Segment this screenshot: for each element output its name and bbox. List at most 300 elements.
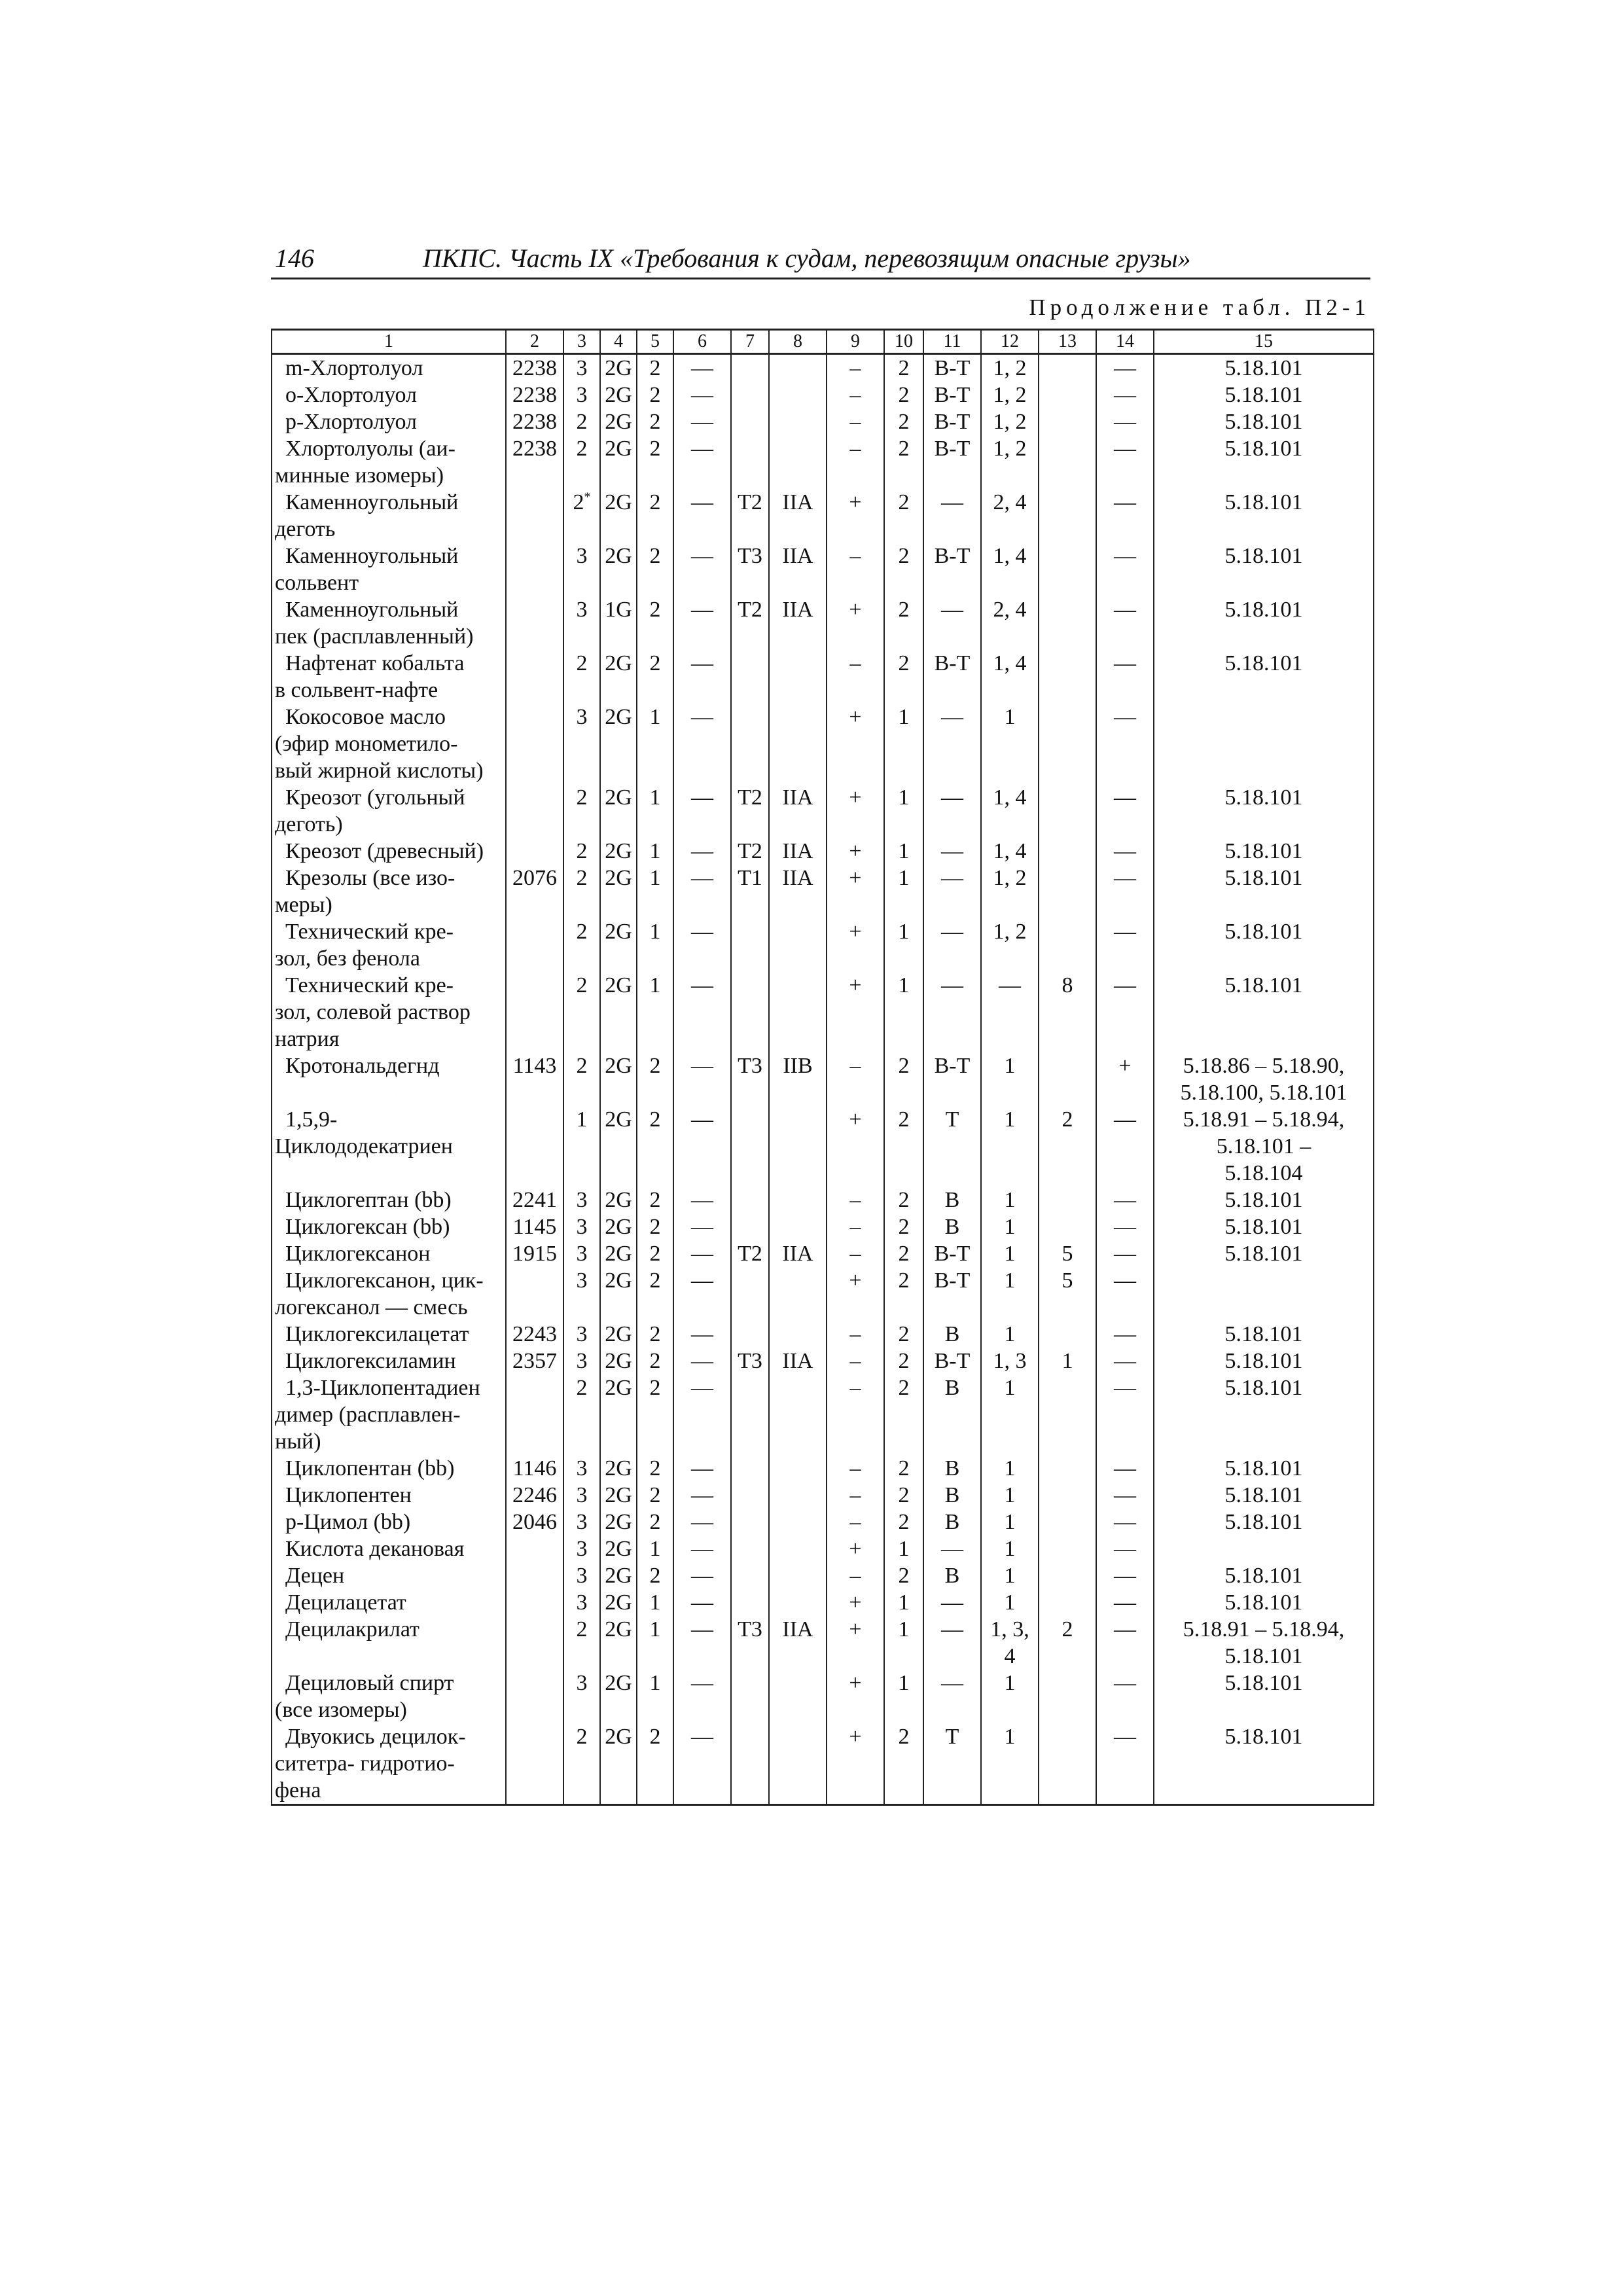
table-cell-col-6: — (673, 1052, 731, 1106)
table-cell-col-11: В-Т (923, 435, 981, 489)
table-cell-col-15: 5.18.101 (1154, 1187, 1374, 1213)
table-cell-col-14: — (1096, 596, 1154, 650)
table-cell-col-5: 2 (637, 382, 673, 408)
table-cell-col-2: 2076 (506, 865, 563, 918)
table-cell-col-12: 1 (981, 1589, 1039, 1616)
table-cell-col-4: 2G (600, 1670, 637, 1723)
table-cell-col-4: 2G (600, 1052, 637, 1106)
table-cell-col-14: — (1096, 918, 1154, 972)
table-cell-col-5: 2 (637, 1482, 673, 1509)
table-cell-col-4: 2G (600, 1213, 637, 1240)
table-cell-col-4: 2G (600, 1535, 637, 1562)
table-cell-col-6: — (673, 1106, 731, 1187)
table-cell-col-15: 5.18.101 (1154, 543, 1374, 596)
table-row (272, 1670, 1374, 1723)
table-cell-col-11: В-Т (923, 382, 981, 408)
table-cell-col-4: 2G (600, 865, 637, 918)
table-cell-col-15 (1154, 704, 1374, 784)
column-header-10: 10 (884, 330, 923, 354)
column-header-2: 2 (506, 330, 563, 354)
table-cell-col-11: — (923, 596, 981, 650)
table-cell-col-14: — (1096, 1482, 1154, 1509)
table-cell-col-9: – (827, 1348, 884, 1374)
table-cell-col-11: В-Т (923, 1348, 981, 1374)
table-row (272, 972, 1374, 1052)
substance-name-cell: 1,5,9- Циклододекатриен (272, 1106, 506, 1187)
table-cell-col-8: IIA (769, 1616, 827, 1670)
table-cell-col-3: 2 (563, 1052, 600, 1106)
table-cell-col-15 (1154, 1535, 1374, 1562)
table-cell-col-10: 2 (884, 382, 923, 408)
table-cell-col-6: — (673, 918, 731, 972)
table-cell-col-10: 2 (884, 1509, 923, 1535)
table-cell-col-7 (731, 1106, 769, 1187)
table-cell-col-13 (1039, 543, 1096, 596)
table-cell-col-6: — (673, 650, 731, 704)
substance-name-cell: Децен (272, 1562, 506, 1589)
substance-name-cell: Циклогексанон (272, 1240, 506, 1267)
table-cell-col-13 (1039, 435, 1096, 489)
table-row (272, 1052, 1374, 1106)
column-header-4: 4 (600, 330, 637, 354)
table-cell-col-11: — (923, 1589, 981, 1616)
table-cell-col-3: 3 (563, 1670, 600, 1723)
table-cell-col-12: 1 (981, 1052, 1039, 1106)
table-cell-col-15: 5.18.101 (1154, 489, 1374, 543)
table-cell-col-15: 5.18.101 (1154, 1374, 1374, 1455)
table-cell-col-10: 2 (884, 1240, 923, 1267)
table-cell-col-3: 2 (563, 1723, 600, 1805)
table-cell-col-2 (506, 489, 563, 543)
footnote-mark: * (584, 490, 591, 505)
table-row (272, 1723, 1374, 1805)
table-cell-col-2 (506, 1374, 563, 1455)
table-cell-col-15: 5.18.91 – 5.18.94, 5.18.101 (1154, 1616, 1374, 1670)
table-cell-col-4: 2G (600, 1321, 637, 1348)
table-cell-col-13: 5 (1039, 1240, 1096, 1267)
table-cell-col-12: 1, 3, 4 (981, 1616, 1039, 1670)
table-cell-col-3: 1 (563, 1106, 600, 1187)
table-cell-col-5: 2 (637, 1240, 673, 1267)
table-cell-col-15: 5.18.101 (1154, 1670, 1374, 1723)
column-header-8: 8 (769, 330, 827, 354)
substance-name-cell: Крезолы (все изо- меры) (272, 865, 506, 918)
table-cell-col-9: – (827, 408, 884, 435)
table-cell-col-7 (731, 1267, 769, 1321)
table-cell-col-3: 2 (563, 865, 600, 918)
table-cell-col-6: — (673, 784, 731, 838)
table-cell-col-7 (731, 1482, 769, 1509)
table-cell-col-14: + (1096, 1052, 1154, 1106)
substance-name-cell: p-Цимол (bb) (272, 1509, 506, 1535)
column-header-14: 14 (1096, 330, 1154, 354)
table-cell-col-9: – (827, 1052, 884, 1106)
table-cell-col-7 (731, 1723, 769, 1805)
table-cell-col-14: — (1096, 972, 1154, 1052)
table-cell-col-7 (731, 918, 769, 972)
table-cell-col-2 (506, 1589, 563, 1616)
table-row (272, 1348, 1374, 1374)
table-cell-col-15: 5.18.101 (1154, 1348, 1374, 1374)
table-cell-col-10: 2 (884, 1723, 923, 1805)
table-cell-col-14: — (1096, 1616, 1154, 1670)
table-cell-col-11: — (923, 784, 981, 838)
table-cell-col-5: 1 (637, 918, 673, 972)
table-cell-col-11: В-Т (923, 408, 981, 435)
table-cell-col-13 (1039, 382, 1096, 408)
table-cell-col-4: 2G (600, 972, 637, 1052)
table-cell-col-8 (769, 1509, 827, 1535)
table-cell-col-2: 1145 (506, 1213, 563, 1240)
table-cell-col-8: IIA (769, 489, 827, 543)
table-cell-col-3: 3 (563, 1509, 600, 1535)
table-cell-col-15: 5.18.101 (1154, 435, 1374, 489)
table-cell-col-3: 3 (563, 1589, 600, 1616)
table-cell-col-8 (769, 1482, 827, 1509)
table-cell-col-10: 1 (884, 784, 923, 838)
table-cell-col-10: 1 (884, 704, 923, 784)
table-cell-col-14: — (1096, 1240, 1154, 1267)
table-cell-col-8 (769, 435, 827, 489)
table-cell-col-14: — (1096, 1589, 1154, 1616)
table-cell-col-2: 2238 (506, 435, 563, 489)
table-cell-col-6: — (673, 1240, 731, 1267)
table-cell-col-2: 1146 (506, 1455, 563, 1482)
table-cell-col-8 (769, 1455, 827, 1482)
table-cell-col-12: 1 (981, 1374, 1039, 1455)
table-cell-col-6: — (673, 865, 731, 918)
column-header-15: 15 (1154, 330, 1374, 354)
table-cell-col-8: IIB (769, 1052, 827, 1106)
table-cell-col-9: + (827, 972, 884, 1052)
table-cell-col-13 (1039, 1374, 1096, 1455)
table-cell-col-13: 8 (1039, 972, 1096, 1052)
table-row (272, 354, 1374, 382)
table-cell-col-9: – (827, 1187, 884, 1213)
table-cell-col-7: T2 (731, 838, 769, 865)
table-cell-col-2 (506, 1616, 563, 1670)
table-cell-col-13 (1039, 1187, 1096, 1213)
table-row (272, 1455, 1374, 1482)
table-cell-col-12: 1 (981, 1267, 1039, 1321)
table-row (272, 1213, 1374, 1240)
table-cell-col-10: 1 (884, 1535, 923, 1562)
table-cell-col-6: — (673, 1562, 731, 1589)
table-cell-col-14: — (1096, 1187, 1154, 1213)
table-cell-col-7: T2 (731, 1240, 769, 1267)
table-cell-col-3: 2 (563, 408, 600, 435)
table-cell-col-5: 1 (637, 1535, 673, 1562)
substance-name-cell: Циклопентен (272, 1482, 506, 1509)
substances-table (271, 329, 1374, 1806)
substance-name-cell: p-Хлортолуол (272, 408, 506, 435)
table-cell-col-8 (769, 1670, 827, 1723)
table-cell-col-14: — (1096, 408, 1154, 435)
table-cell-col-6: — (673, 1723, 731, 1805)
table-cell-col-11: В (923, 1455, 981, 1482)
table-cell-col-9: + (827, 1267, 884, 1321)
table-cell-col-12: 2, 4 (981, 489, 1039, 543)
table-cell-col-12: 1 (981, 1482, 1039, 1509)
table-cell-col-10: 2 (884, 354, 923, 382)
table-cell-col-15: 5.18.101 (1154, 784, 1374, 838)
table-cell-col-9: + (827, 1589, 884, 1616)
column-header-6: 6 (673, 330, 731, 354)
table-cell-col-6: — (673, 543, 731, 596)
table-cell-col-2 (506, 543, 563, 596)
table-row (272, 1187, 1374, 1213)
table-cell-col-13 (1039, 596, 1096, 650)
table-cell-col-11: В (923, 1482, 981, 1509)
table-row (272, 489, 1374, 543)
table-cell-col-9: + (827, 1616, 884, 1670)
table-cell-col-14: — (1096, 489, 1154, 543)
column-header-11: 11 (923, 330, 981, 354)
table-cell-col-15: 5.18.101 (1154, 382, 1374, 408)
table-row (272, 1106, 1374, 1187)
table-row (272, 543, 1374, 596)
table-cell-col-5: 1 (637, 1670, 673, 1723)
table-cell-col-13 (1039, 1723, 1096, 1805)
table-cell-col-12: 1, 4 (981, 784, 1039, 838)
table-cell-col-14: — (1096, 784, 1154, 838)
table-cell-col-14: — (1096, 1374, 1154, 1455)
table-cell-col-9: + (827, 918, 884, 972)
table-cell-col-9: + (827, 489, 884, 543)
table-row (272, 1509, 1374, 1535)
table-cell-col-7: T3 (731, 1616, 769, 1670)
table-cell-col-9: + (827, 1106, 884, 1187)
substance-name-cell: Нафтенат кобальта в сольвент-нафте (272, 650, 506, 704)
table-cell-col-4: 2G (600, 1482, 637, 1509)
table-cell-col-15: 5.18.101 (1154, 650, 1374, 704)
table-cell-col-10: 2 (884, 1374, 923, 1455)
table-cell-col-7 (731, 408, 769, 435)
table-cell-col-2 (506, 650, 563, 704)
substance-name-cell: Циклогептан (bb) (272, 1187, 506, 1213)
table-cell-col-5: 1 (637, 972, 673, 1052)
substance-name-cell: Креозот (угольный деготь) (272, 784, 506, 838)
table-row (272, 1374, 1374, 1455)
table-cell-col-3: 3 (563, 1562, 600, 1589)
table-cell-col-14: — (1096, 1106, 1154, 1187)
table-cell-col-15: 5.18.101 (1154, 354, 1374, 382)
table-cell-col-2: 2246 (506, 1482, 563, 1509)
table-cell-col-10: 2 (884, 1106, 923, 1187)
table-cell-col-8 (769, 704, 827, 784)
table-cell-col-11: — (923, 1670, 981, 1723)
table-continuation-label: Продолжение табл. П2-1 (1029, 295, 1370, 320)
table-cell-col-5: 2 (637, 1455, 673, 1482)
table-cell-col-8 (769, 1321, 827, 1348)
table-cell-col-8 (769, 1106, 827, 1187)
table-cell-col-13 (1039, 1535, 1096, 1562)
table-cell-col-13 (1039, 1509, 1096, 1535)
table-cell-col-4: 2G (600, 1240, 637, 1267)
page-number: 146 (275, 243, 314, 273)
table-cell-col-3: 3 (563, 704, 600, 784)
table-cell-col-6: — (673, 1589, 731, 1616)
table-cell-col-14: — (1096, 1670, 1154, 1723)
table-cell-col-6: — (673, 1213, 731, 1240)
table-cell-col-7 (731, 704, 769, 784)
table-cell-col-13 (1039, 704, 1096, 784)
table-cell-col-10: 2 (884, 435, 923, 489)
table-row (272, 1616, 1374, 1670)
table-cell-col-2: 2238 (506, 354, 563, 382)
table-cell-col-7 (731, 650, 769, 704)
table-cell-col-7: T3 (731, 543, 769, 596)
table-cell-col-13 (1039, 1482, 1096, 1509)
table-cell-col-4: 2G (600, 784, 637, 838)
table-cell-col-10: 2 (884, 1482, 923, 1509)
table-row (272, 1267, 1374, 1321)
table-cell-col-11: В (923, 1213, 981, 1240)
table-cell-col-8: IIA (769, 784, 827, 838)
table-cell-col-5: 2 (637, 1723, 673, 1805)
column-header-12: 12 (981, 330, 1039, 354)
table-cell-col-12: 1, 2 (981, 354, 1039, 382)
table-header-row (272, 330, 1374, 354)
table-row (272, 865, 1374, 918)
table-cell-col-4: 2G (600, 1562, 637, 1589)
table-cell-col-6: — (673, 1509, 731, 1535)
table-cell-col-8 (769, 1589, 827, 1616)
table-cell-col-6: — (673, 1455, 731, 1482)
substance-name-cell: Децилацетат (272, 1589, 506, 1616)
table-cell-col-11: В (923, 1509, 981, 1535)
table-cell-col-13 (1039, 784, 1096, 838)
table-cell-col-7 (731, 1562, 769, 1589)
table-cell-col-5: 2 (637, 1052, 673, 1106)
table-cell-col-10: 2 (884, 1348, 923, 1374)
table-cell-col-15: 5.18.101 (1154, 1455, 1374, 1482)
table-cell-col-12: 1 (981, 1670, 1039, 1723)
table-cell-col-2 (506, 1535, 563, 1562)
table-cell-col-13 (1039, 354, 1096, 382)
table-cell-col-2 (506, 1106, 563, 1187)
table-cell-col-12: 1, 2 (981, 408, 1039, 435)
table-cell-col-14: — (1096, 1321, 1154, 1348)
table-cell-col-9: – (827, 435, 884, 489)
table-cell-col-8 (769, 1374, 827, 1455)
table-cell-col-15: 5.18.101 (1154, 838, 1374, 865)
table-cell-col-8 (769, 918, 827, 972)
table-cell-col-8 (769, 1213, 827, 1240)
table-cell-col-12: 1, 2 (981, 865, 1039, 918)
table-cell-col-8 (769, 972, 827, 1052)
table-cell-col-14: — (1096, 382, 1154, 408)
table-cell-col-10: 1 (884, 1616, 923, 1670)
substance-name-cell: Циклопентан (bb) (272, 1455, 506, 1482)
table-cell-col-8 (769, 650, 827, 704)
table-cell-col-13 (1039, 1455, 1096, 1482)
table-cell-col-12: 1 (981, 1455, 1039, 1482)
table-cell-col-3: 3 (563, 1535, 600, 1562)
table-cell-col-11: В (923, 1562, 981, 1589)
table-cell-col-11: В (923, 1374, 981, 1455)
table-cell-col-6: — (673, 704, 731, 784)
table-cell-col-6: — (673, 1267, 731, 1321)
table-cell-col-15: 5.18.101 (1154, 1589, 1374, 1616)
table-cell-col-10: 2 (884, 543, 923, 596)
table-cell-col-3: 3 (563, 382, 600, 408)
table-cell-col-6: — (673, 489, 731, 543)
table-cell-col-12: 1, 2 (981, 918, 1039, 972)
table-cell-col-14: — (1096, 1562, 1154, 1589)
table-cell-col-6: — (673, 972, 731, 1052)
table-cell-col-3: 3 (563, 1187, 600, 1213)
table-cell-col-8: IIA (769, 1348, 827, 1374)
table-cell-col-3: 2 (563, 1374, 600, 1455)
table-cell-col-15 (1154, 1267, 1374, 1321)
table-cell-col-13 (1039, 1562, 1096, 1589)
table-cell-col-4: 2G (600, 382, 637, 408)
table-row (272, 784, 1374, 838)
table-cell-col-15: 5.18.101 (1154, 596, 1374, 650)
table-cell-col-10: 1 (884, 865, 923, 918)
table-cell-col-5: 2 (637, 1374, 673, 1455)
table-cell-col-12: 1 (981, 1509, 1039, 1535)
table-cell-col-9: + (827, 865, 884, 918)
column-header-5: 5 (637, 330, 673, 354)
table-cell-col-14: — (1096, 838, 1154, 865)
table-cell-col-3: 3 (563, 1348, 600, 1374)
table-cell-col-3: 2* (563, 489, 600, 543)
table-cell-col-12: 1, 2 (981, 382, 1039, 408)
table-cell-col-5: 2 (637, 1106, 673, 1187)
table-cell-col-9: – (827, 1482, 884, 1509)
table-cell-col-4: 2G (600, 1106, 637, 1187)
table-cell-col-10: 2 (884, 1455, 923, 1482)
table-cell-col-10: 1 (884, 1670, 923, 1723)
table-cell-col-11: В-Т (923, 354, 981, 382)
table-cell-col-3: 3 (563, 596, 600, 650)
substance-name-cell: Децилакрилат (272, 1616, 506, 1670)
table-cell-col-13 (1039, 918, 1096, 972)
table-cell-col-2 (506, 918, 563, 972)
table-cell-col-11: — (923, 489, 981, 543)
table-cell-col-3: 3 (563, 1455, 600, 1482)
table-cell-col-4: 2G (600, 1589, 637, 1616)
table-cell-col-10: 1 (884, 838, 923, 865)
substance-name-cell: m-Хлортолуол (272, 354, 506, 382)
table-cell-col-5: 1 (637, 1589, 673, 1616)
table-cell-col-4: 2G (600, 838, 637, 865)
table-cell-col-11: В (923, 1321, 981, 1348)
table-row (272, 1589, 1374, 1616)
table-cell-col-5: 2 (637, 1509, 673, 1535)
table-cell-col-8 (769, 408, 827, 435)
table-cell-col-12: 1, 3 (981, 1348, 1039, 1374)
table-cell-col-6: — (673, 382, 731, 408)
table-cell-col-10: 2 (884, 1321, 923, 1348)
table-cell-col-14: — (1096, 1213, 1154, 1240)
table-cell-col-5: 2 (637, 1213, 673, 1240)
table-cell-col-14: — (1096, 1455, 1154, 1482)
table-cell-col-5: 1 (637, 704, 673, 784)
table-cell-col-10: 1 (884, 1589, 923, 1616)
table-cell-col-9: – (827, 650, 884, 704)
table-cell-col-4: 2G (600, 1267, 637, 1321)
table-cell-col-6: — (673, 435, 731, 489)
table-row (272, 408, 1374, 435)
table-cell-col-9: + (827, 596, 884, 650)
table-cell-col-12: 1, 4 (981, 650, 1039, 704)
substance-name-cell: Кротональдегнд (272, 1052, 506, 1106)
table-row (272, 1321, 1374, 1348)
table-cell-col-10: 1 (884, 918, 923, 972)
